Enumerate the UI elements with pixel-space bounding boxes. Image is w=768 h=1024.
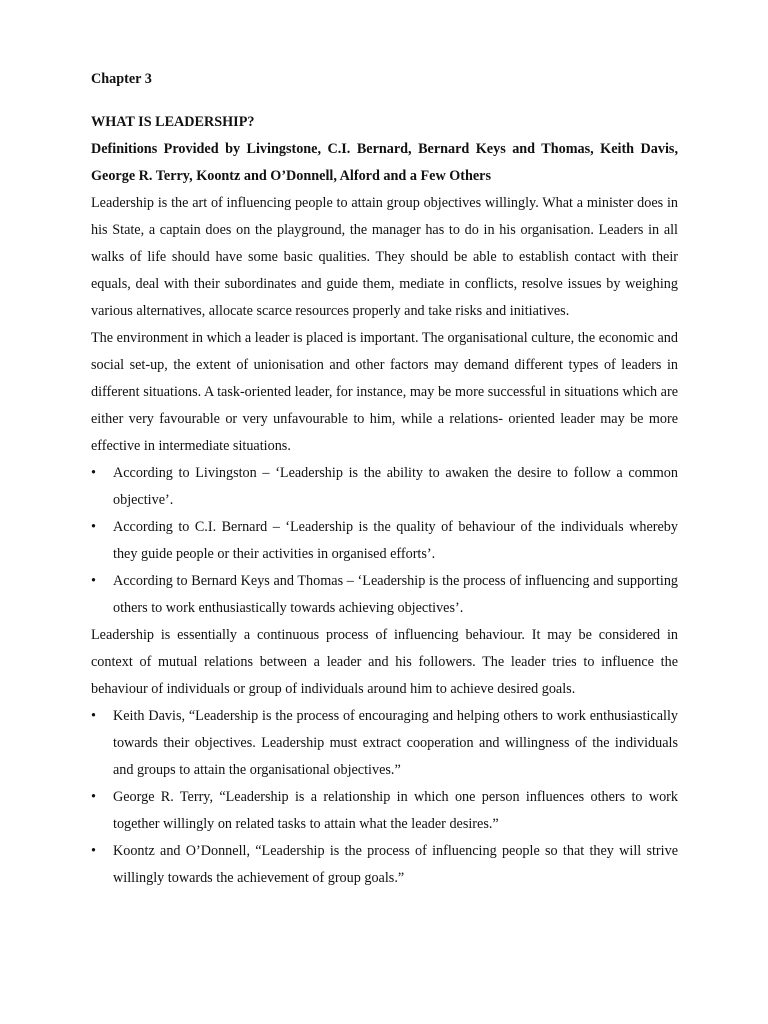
section-subtitle: Definitions Provided by Livingstone, C.I. Bernard, Bernard Keys and Thomas, Keith Davis, George R. Terry, Koontz and O’Donnell, Alford and a Few Others — [91, 141, 678, 184]
list-item — [91, 460, 678, 514]
list-item — [91, 568, 678, 622]
document-page — [91, 66, 678, 892]
list-item-text: Koontz and O’Donnell, “Leadership is the process of influencing people so that they will strive willingly towards the achievement of group goals.” — [113, 843, 678, 886]
list-item-text: George R. Terry, “Leadership is a relationship in which one person influences others to work together willingly on related tasks to attain what the leader desires.” — [113, 789, 678, 832]
paragraph-process: Leadership is essentially a continuous process of influencing behaviour. It may be considered in context of mutual relations between a leader and his followers. The leader tries to influence the behaviour of individuals or group of individuals around him to achieve desired goals. — [91, 627, 678, 697]
paragraph-environment: The environment in which a leader is placed is important. The organisational culture, the economic and social set-up, the extent of unionisation and other factors may demand different types of leaders in different situations. A task-oriented leader, for instance, may be more successful in situations which are either very favourable or very unfavourable to him, while a relations- oriented leader may be more effective in intermediate situations. — [91, 330, 678, 454]
list-item-text: Keith Davis, “Leadership is the process of encouraging and helping others to work enthusiastically towards their objectives. Leadership must extract cooperation and willingness of the individuals and groups to attain the organisational objectives.” — [113, 708, 678, 778]
list-item — [91, 784, 678, 838]
bullet-icon: • — [91, 465, 96, 481]
list-item — [91, 514, 678, 568]
bullet-icon: • — [91, 519, 96, 535]
list-item — [91, 703, 678, 784]
definition-list-2 — [91, 703, 678, 892]
paragraph-intro: Leadership is the art of influencing people to attain group objectives willingly. What a minister does in his State, a captain does on the playground, the manager has to do in his organisation. Leaders in all walks of life should have some basic qualities. They should be able to establish contact with their equals, deal with their subordinates and guide them, mediate in conflicts, resolve issues by weighing various alternatives, allocate scarce resources properly and take risks and initiatives. — [91, 195, 678, 319]
bullet-icon: • — [91, 789, 96, 805]
chapter-label: Chapter 3 — [91, 71, 152, 87]
list-item — [91, 838, 678, 892]
bullet-icon: • — [91, 843, 96, 859]
bullet-icon: • — [91, 573, 96, 589]
list-item-text: According to C.I. Bernard – ‘Leadership is the quality of behaviour of the individuals whereby they guide people or their activities in organised efforts’. — [113, 519, 678, 562]
definition-list-1 — [91, 460, 678, 622]
bullet-icon: • — [91, 708, 96, 724]
list-item-text: According to Bernard Keys and Thomas – ‘Leadership is the process of influencing and supporting others to work enthusiastically towards achieving objectives’. — [113, 573, 678, 616]
list-item-text: According to Livingston – ‘Leadership is the ability to awaken the desire to follow a common objective’. — [113, 465, 678, 508]
page-title: WHAT IS LEADERSHIP? — [91, 114, 255, 130]
